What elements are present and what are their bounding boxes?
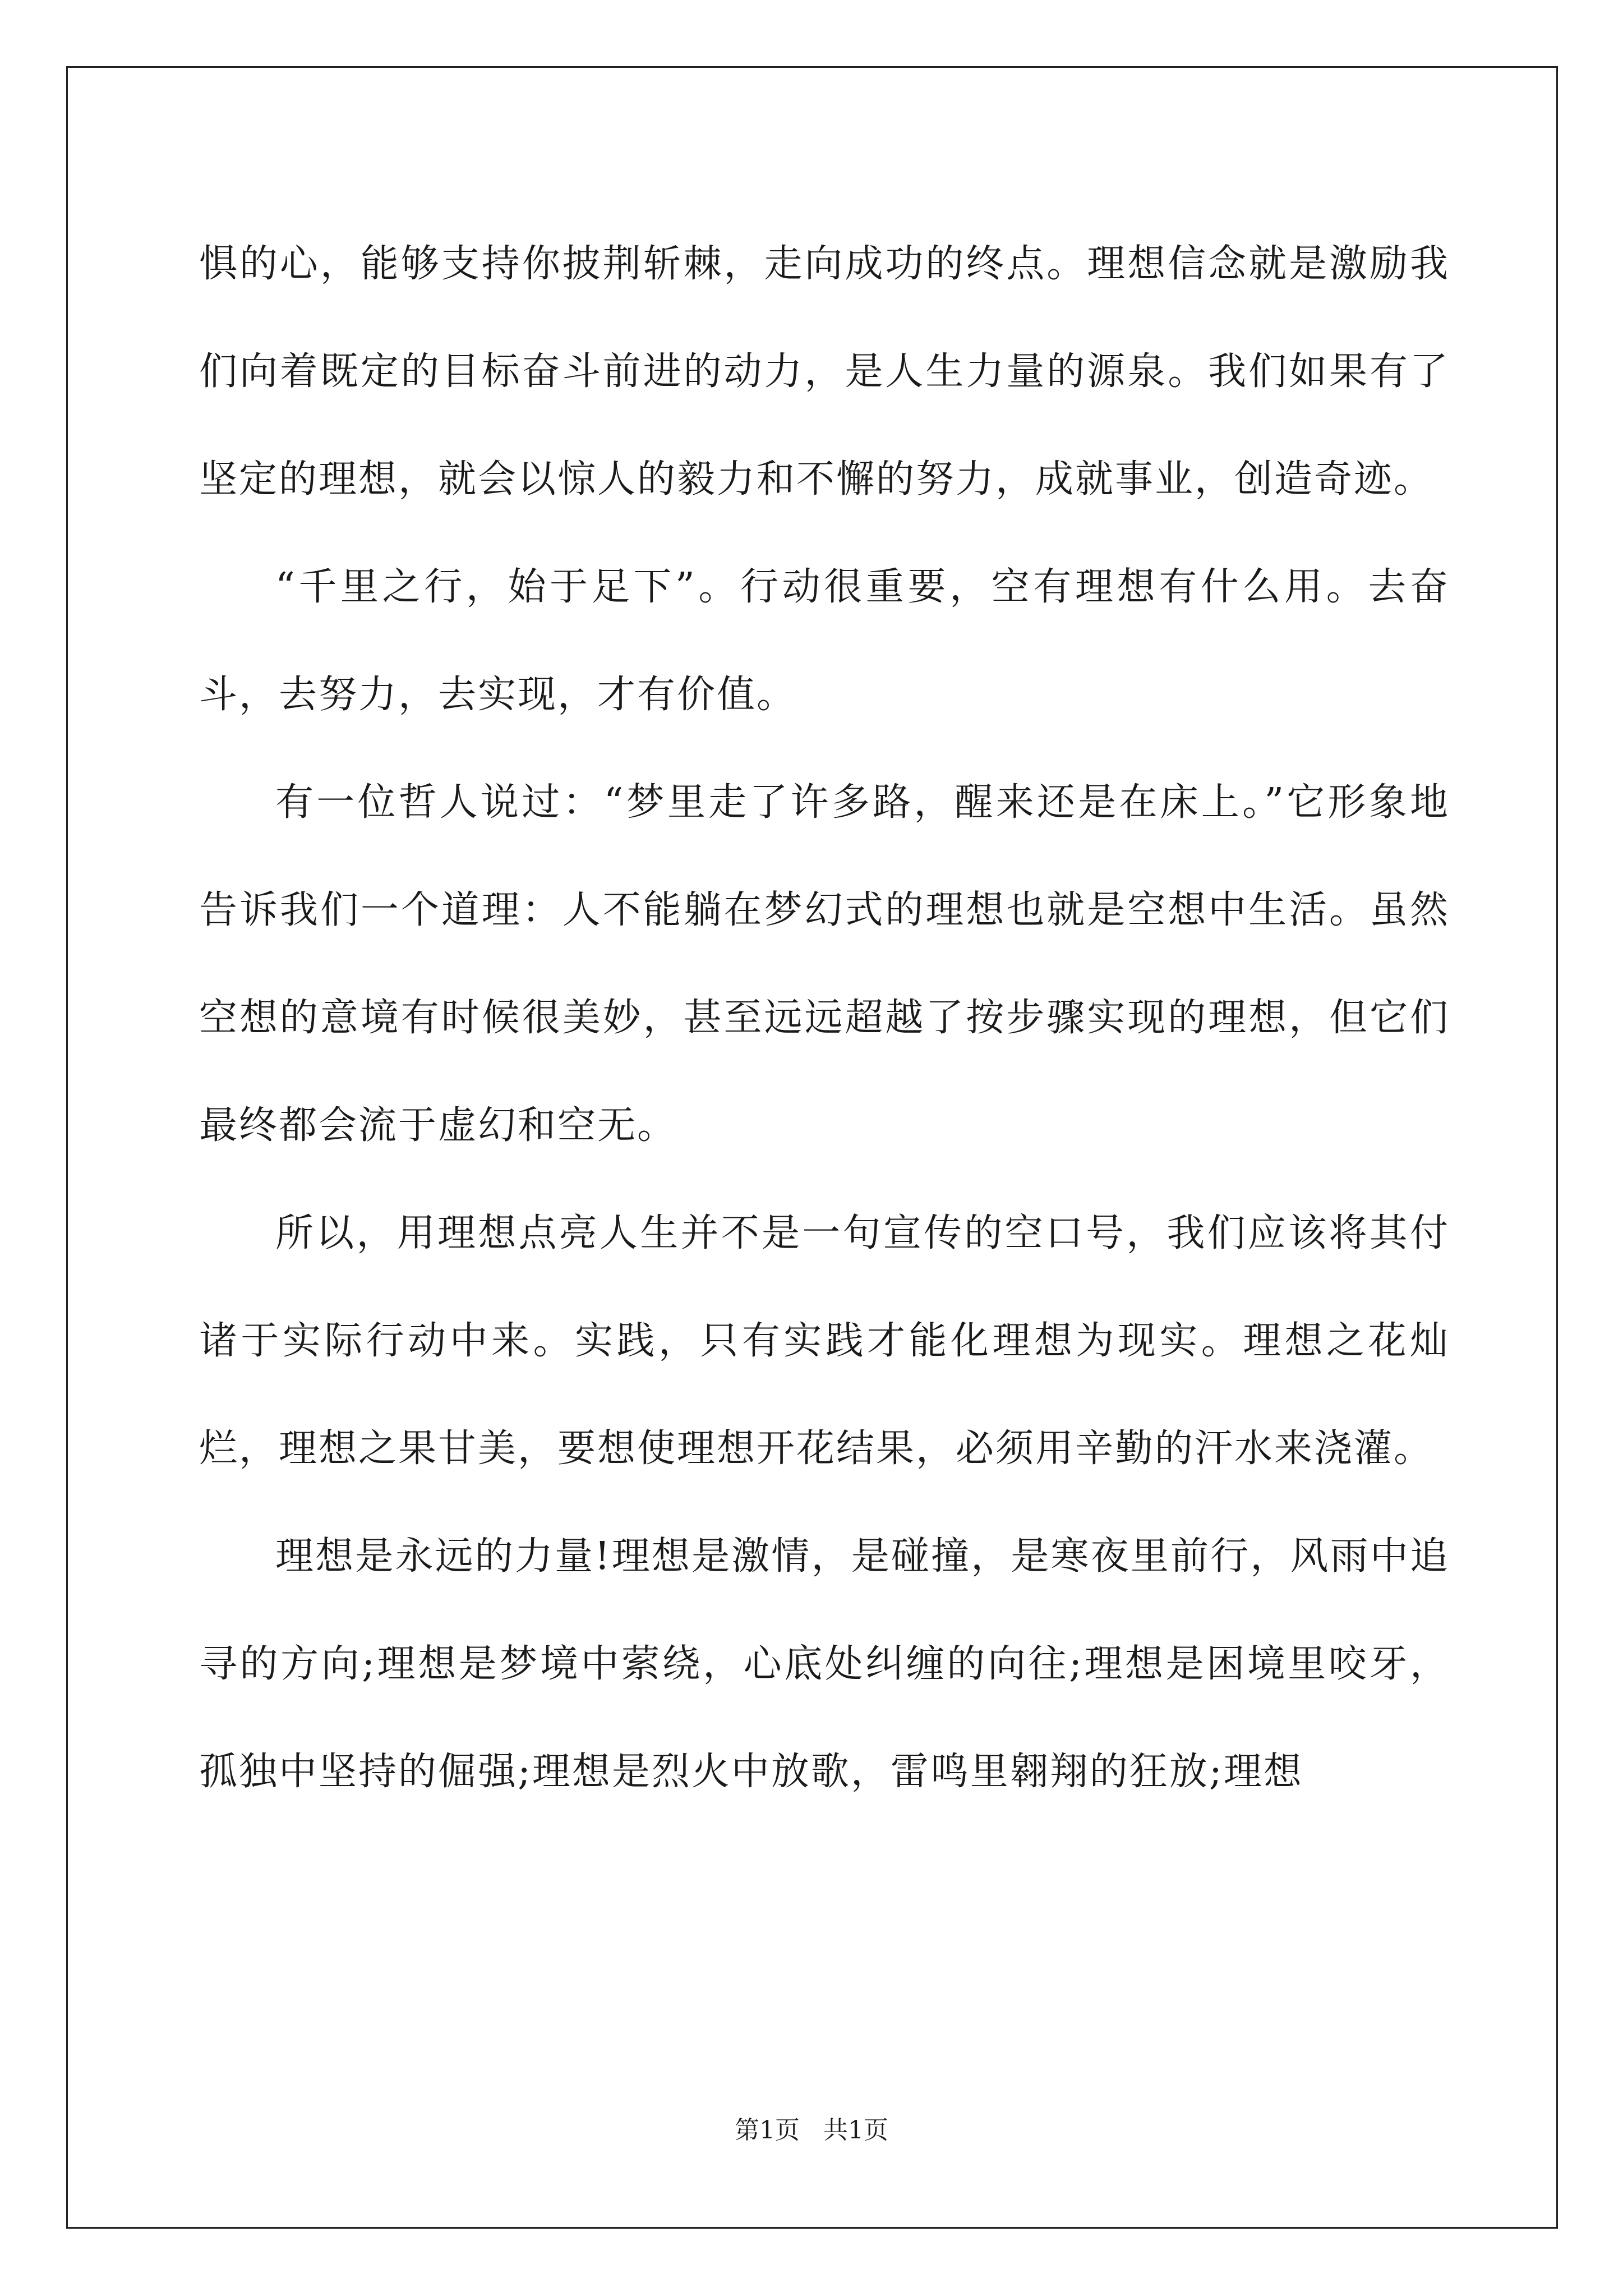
paragraph-5: 理想是永远的力量!理想是激情，是碰撞，是寒夜里前行，风雨中追寻的方向;理想是梦境中萦绕，心底处纠缠的向往;理想是困境里咬牙，孤独中坚持的倔强;理想是烈火中放歌，雷鸣里翱翔的狂放;理想 — [199, 1534, 1450, 1794]
paragraph-1: 惧的心，能够支持你披荆斩棘，走向成功的终点。理想信念就是激励我们向着既定的目标奋斗前进的动力，是人生力量的源泉。我们如果有了坚定的理想，就会以惊人的毅力和不懈的努力，成就事业，创造奇迹。 — [199, 242, 1450, 501]
page-total: 共1页 — [823, 2116, 888, 2145]
paragraph-3: 有一位哲人说过：“梦里走了许多路，醒来还是在床上。”它形象地告诉我们一个道理：人不能躺在梦幻式的理想也就是空想中生活。虽然空想的意境有时候很美妙，甚至远远超越了按步骤实现的理想，但它们最终都会流于虚幻和空无。 — [199, 780, 1450, 1148]
document-body — [199, 210, 1450, 1826]
page-footer — [0, 2114, 1623, 2147]
paragraph-4: 所以，用理想点亮人生并不是一句宣传的空口号，我们应该将其付诸于实际行动中来。实践，只有实践才能化理想为现实。理想之花灿烂，理想之果甘美，要想使理想开花结果，必须用辛勤的汗水来浇灌。 — [199, 1211, 1450, 1471]
page-number: 第1页 — [735, 2116, 800, 2145]
paragraph-2: “千里之行，始于足下”。行动很重要，空有理想有什么用。去奋斗，去努力，去实现，才有价值。 — [199, 565, 1450, 717]
